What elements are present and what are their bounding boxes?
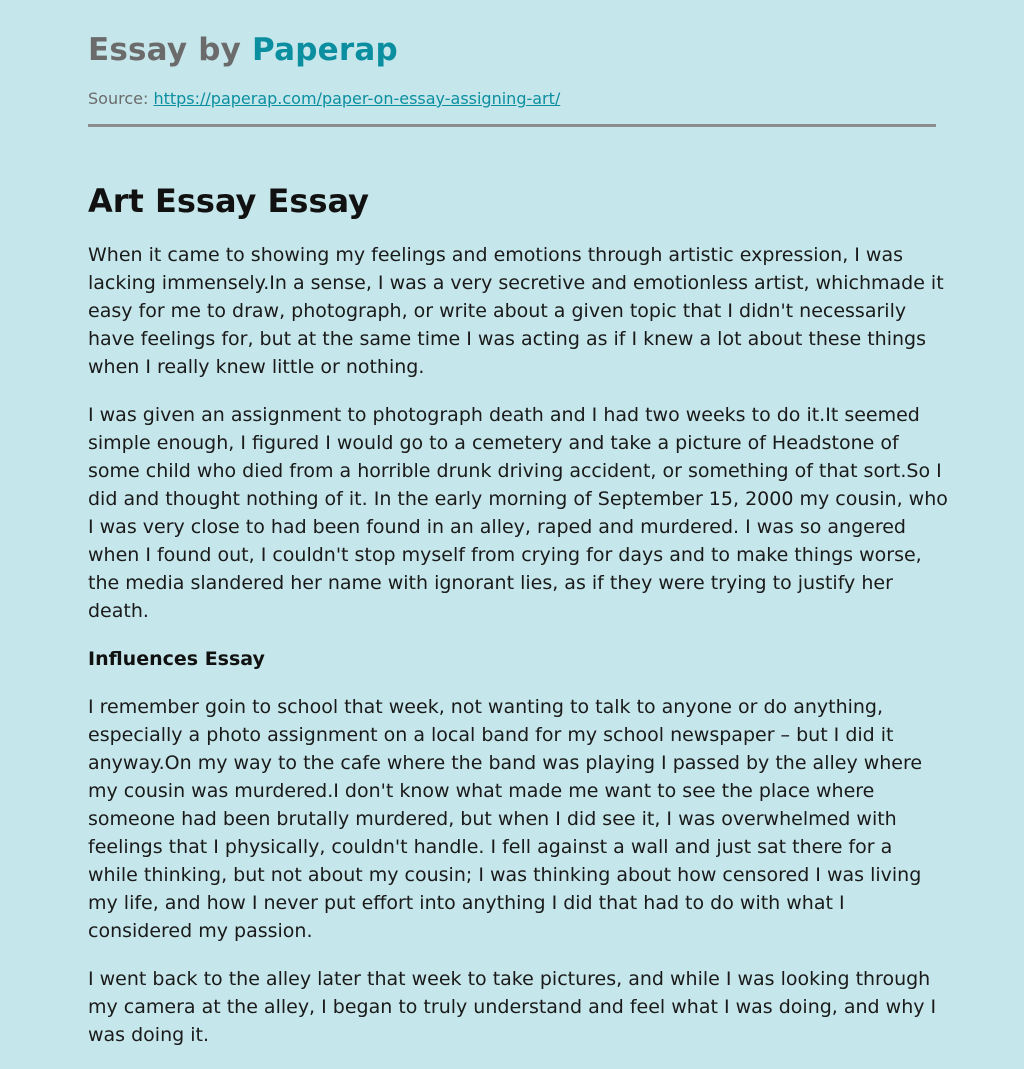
source-line bbox=[88, 88, 560, 110]
site-brand bbox=[88, 30, 398, 70]
section-subheading: Influences Essay bbox=[88, 648, 265, 670]
brand-name[interactable]: Paperap bbox=[252, 32, 398, 68]
paragraph: I went back to the alley later that week to take pictures, and while I was looking through my camera at the alley, I began to truly understand and feel what I was doing, and why I was doing it. bbox=[88, 968, 937, 1046]
essay-title: Art Essay Essay bbox=[88, 182, 369, 220]
paragraph: I was given an assignment to photograph death and I had two weeks to do it.It seemed simple enough, I figured I would go to a cemetery and take a picture of Headstone of some child who died from a horrible drunk driving accident, or something of that sort.So I did and thought nothing of it. In the early morning of September 15, 2000 my cousin, who I was very close to had been found in an alley, raped and murdered. I was so angered when I found out, I couldn't stop myself from crying for days and to make things worse, the media slandered her name with ignorant lies, as if they were trying to justify her death. bbox=[88, 404, 948, 622]
paragraph: I remember goin to school that week, not wanting to talk to anyone or do anything, especially a photo assignment on a local band for my school newspaper – but I did it anyway.On my way to the cafe where the band was playing I passed by the alley where my cousin was murdered.I don't know what made me want to see the place where someone had been brutally murdered, but when I did see it, I was overwhelmed with feelings that I physically, couldn't handle. I fell against a wall and just sat there for a while thinking, but not about my cousin; I was thinking about how censored I was living my life, and how I never put effort into anything I did that had to do with what I considered my passion. bbox=[88, 696, 923, 942]
source-label: Source: bbox=[88, 89, 154, 108]
brand-prefix: Essay by bbox=[88, 32, 253, 68]
paragraph: When it came to showing my feelings and emotions through artistic expression, I was lacking immensely.In a sense, I was a very secretive and emotionless artist, whichmade it easy for me to draw, photograph, or write about a given topic that I didn't necessarily have feelings for, but at the same time I was acting as if I knew a lot about these things when I really knew little or nothing. bbox=[88, 244, 944, 378]
source-link[interactable]: https://paperap.com/paper-on-essay-assigning-art/ bbox=[153, 89, 561, 108]
header-divider bbox=[88, 124, 936, 127]
essay-body bbox=[88, 241, 948, 1069]
